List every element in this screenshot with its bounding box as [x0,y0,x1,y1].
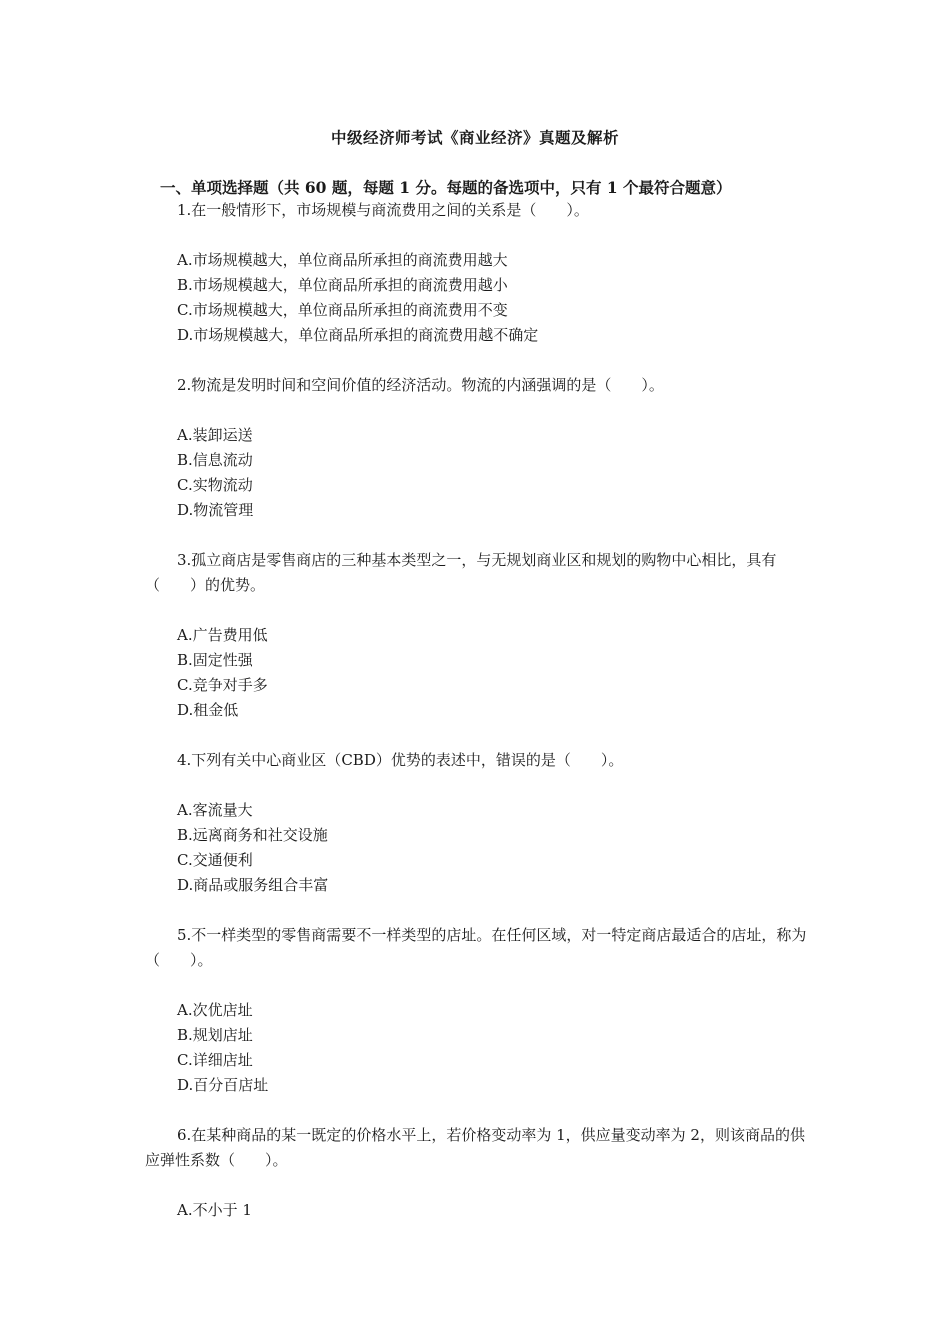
question-list [145,198,810,1248]
option-a: A.市场规模越大，单位商品所承担的商流费用越大 [177,251,508,269]
option-d: D.市场规模越大，单位商品所承担的商流费用越不确定 [177,326,539,344]
option-c: C.详细店址 [177,1051,253,1069]
option-list [145,798,810,898]
option-c: C.竞争对手多 [177,676,268,694]
question-3 [145,548,810,723]
option-c: C.市场规模越大，单位商品所承担的商流费用不变 [177,301,508,319]
option-a: A.广告费用低 [177,626,268,644]
document-title: 中级经济师考试《商业经济》真题及解析 [330,128,619,147]
option-a: A.装卸运送 [177,426,253,444]
question-2 [145,373,810,523]
question-6 [145,1123,810,1223]
section-heading: 一、单项选择题（共 60 题，每题 1 分。每题的备选项中，只有 1 个最符合题意） [160,178,732,197]
option-d: D.物流管理 [177,501,254,519]
option-b: B.规划店址 [177,1026,253,1044]
option-a: A.不小于 1 [177,1201,252,1219]
option-d: D.商品或服务组合丰富 [177,876,329,894]
question-5 [145,923,810,1098]
question-text: 2.物流是发明时间和空间价值的经济活动。物流的内涵强调的是（ ）。 [177,376,664,394]
option-b: B.固定性强 [177,651,253,669]
option-list [145,998,810,1098]
option-a: A.客流量大 [177,801,253,819]
option-d: D.百分百店址 [177,1076,269,1094]
option-b: B.远离商务和社交设施 [177,826,328,844]
question-text: 3.孤立商店是零售商店的三种基本类型之一，与无规划商业区和规划的购物中心相比，具有（ ）的优势。 [145,551,777,594]
question-text: 5.不一样类型的零售商需要不一样类型的店址。在任何区域，对一特定商店最适合的店址，称为（ ）。 [145,926,807,969]
question-1 [145,198,810,348]
option-c: C.交通便利 [177,851,253,869]
option-list [145,623,810,723]
option-c: C.实物流动 [177,476,253,494]
option-list [145,423,810,523]
question-4 [145,748,810,898]
option-d: D.租金低 [177,701,239,719]
question-text: 4.下列有关中心商业区（CBD）优势的表述中，错误的是（ ）。 [177,751,624,769]
question-text: 6.在某种商品的某一既定的价格水平上，若价格变动率为 1，供应量变动率为 2，则该商品的供应弹性系数（ ）。 [145,1126,805,1169]
option-list [145,1198,810,1223]
option-b: B.信息流动 [177,451,253,469]
option-b: B.市场规模越大，单位商品所承担的商流费用越小 [177,276,508,294]
option-a: A.次优店址 [177,1001,253,1019]
question-text: 1.在一般情形下，市场规模与商流费用之间的关系是（ ）。 [177,201,589,219]
option-list [145,248,810,348]
